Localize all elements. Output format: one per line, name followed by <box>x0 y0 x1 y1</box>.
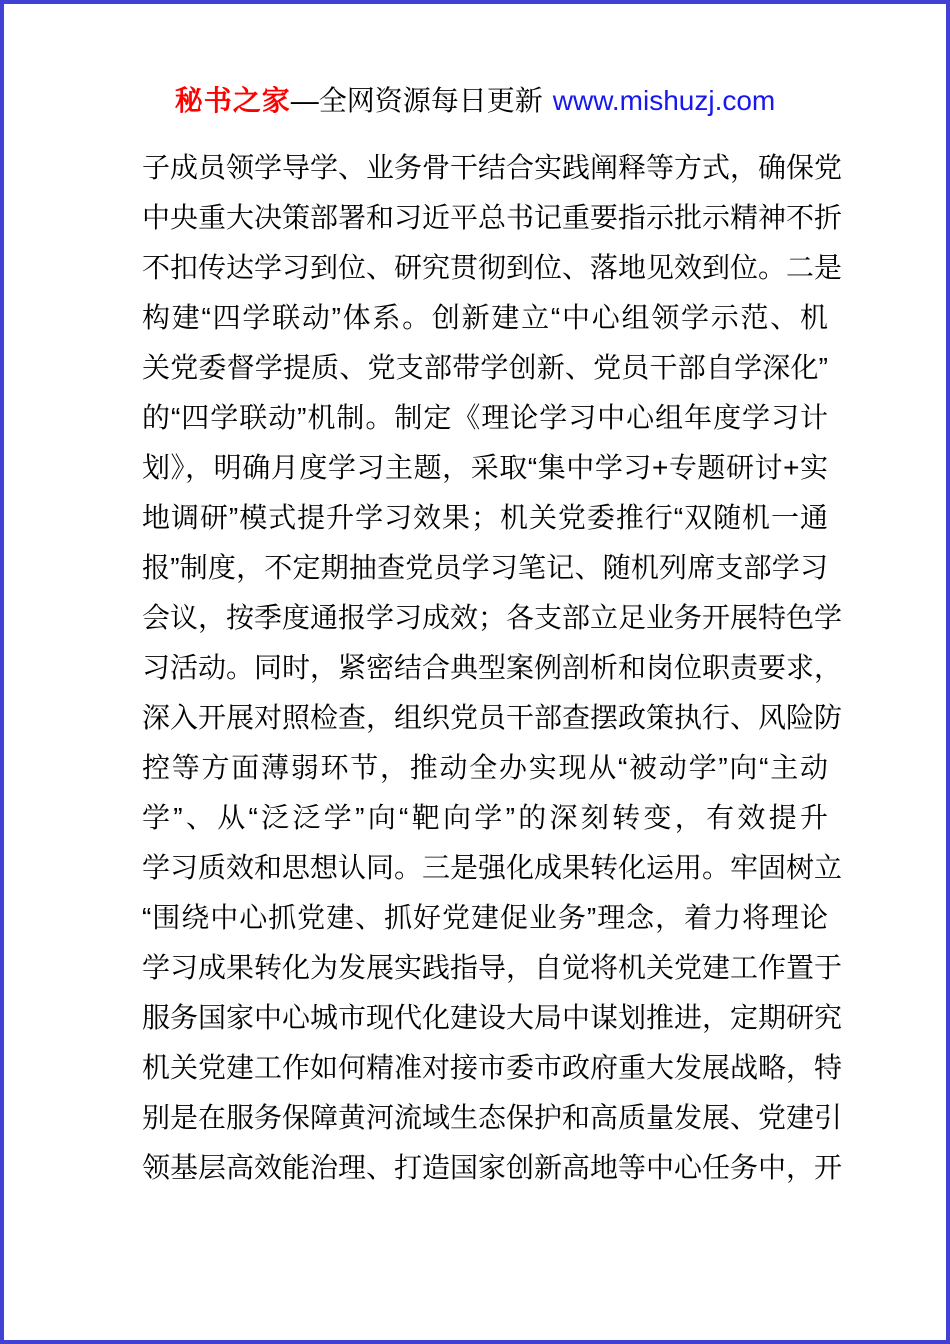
document-line: 习活动。同时，紧密结合典型案例剖析和岗位职责要求， <box>142 652 843 683</box>
site-url-link[interactable]: www.mishuzj.com <box>552 85 776 116</box>
document-line: 的“四学联动”机制。制定《理论学习中心组年度学习计 <box>142 402 828 433</box>
document-line: 控等方面薄弱环节，推动全办实现从“被动学”向“主动 <box>142 752 828 783</box>
document-line: 不扣传达学习到位、研究贯彻到位、落地见效到位。二是 <box>142 252 843 283</box>
document-body <box>142 143 843 1193</box>
document-line: 中央重大决策部署和习近平总书记重要指示批示精神不折 <box>142 202 843 233</box>
document-line: 服务国家中心城市现代化建设大局中谋划推进，定期研究 <box>142 1002 843 1033</box>
document-line: “围绕中心抓党建、抓好党建促业务”理念，着力将理论 <box>142 902 828 933</box>
document-line: 深入开展对照检查，组织党员干部查摆政策执行、风险防 <box>142 702 843 733</box>
document-line: 学”、从“泛泛学”向“靶向学”的深刻转变，有效提升 <box>142 802 828 833</box>
document-line: 机关党建工作如何精准对接市委市政府重大发展战略，特 <box>142 1052 843 1083</box>
brand-text: 秘书之家 <box>174 85 291 116</box>
document-line: 地调研”模式提升学习效果；机关党委推行“双随机一通 <box>142 502 828 533</box>
document-line: 别是在服务保障黄河流域生态保护和高质量发展、党建引 <box>142 1102 843 1133</box>
document-line: 领基层高效能治理、打造国家创新高地等中心任务中，开 <box>142 1152 843 1183</box>
document-line: 会议，按季度通报学习成效；各支部立足业务开展特色学 <box>142 602 843 633</box>
document-line: 划》，明确月度学习主题，采取“集中学习+专题研讨+实 <box>142 452 828 483</box>
document-line: 报”制度，不定期抽查党员学习笔记、随机列席支部学习 <box>142 552 828 583</box>
document-line: 构建“四学联动”体系。创新建立“中心组领学示范、机 <box>142 302 828 333</box>
document-line: 学习质效和思想认同。三是强化成果转化运用。牢固树立 <box>142 852 843 883</box>
document-line: 学习成果转化为发展实践指导，自觉将机关党建工作置于 <box>142 952 843 983</box>
document-line: 子成员领学导学、业务骨干结合实践阐释等方式，确保党 <box>142 152 843 183</box>
document-line: 关党委督学提质、党支部带学创新、党员干部自学深化” <box>142 352 828 383</box>
tagline-text: —全网资源每日更新 <box>290 85 543 116</box>
document-header <box>4 82 946 120</box>
